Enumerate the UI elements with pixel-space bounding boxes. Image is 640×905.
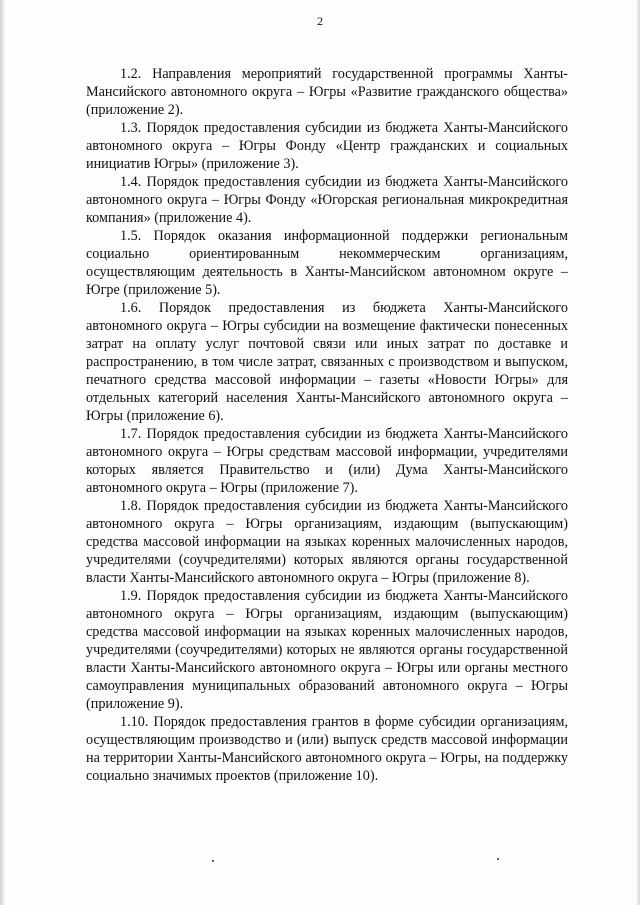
paragraph-1-8: 1.8. Порядок предоставления субсидии из бюджета Ханты-Мансийского автономного округа – Югры организациям, издающим (выпускающим) средства массовой информации на языках коренных малочисленных народов, учредителями (соучредителями) которых являются органы государственной власти Ханты-Мансийского автономного округа – Югры (приложение 8). (86, 498, 568, 586)
page-number: 2 (317, 14, 323, 28)
paragraph-1-9: 1.9. Порядок предоставления субсидии из бюджета Ханты-Мансийского автономного округа – Югры организациям, издающим (выпускающим) средства массовой информации на языках коренных малочисленных народов, учредителями (соучредителями) которых не являются органы государственной власти Ханты-Мансийского автономного округа – Югры или органы местного самоуправления муниципальных образований автономного округа – Югры (приложение 9). (86, 588, 568, 712)
scan-edge-right (636, 0, 640, 905)
paragraph-1-3: 1.3. Порядок предоставления субсидии из бюджета Ханты-Мансийского автономного округа – Югры Фонду «Центр гражданских и социальных инициатив Югры» (приложение 3). (86, 120, 568, 172)
scan-speck (497, 858, 499, 860)
paragraph-1-4: 1.4. Порядок предоставления субсидии из бюджета Ханты-Мансийского автономного округа – Югры Фонду «Югорская региональная микрокредитная компания» (приложение 4). (86, 174, 568, 226)
scan-edge-left (0, 0, 6, 905)
paragraph-1-2: 1.2. Направления мероприятий государственной программы Ханты-Мансийского автономного округа – Югры «Развитие гражданского общества» (приложение 2). (86, 66, 568, 118)
scan-speck (212, 860, 214, 862)
paragraph-1-5: 1.5. Порядок оказания информационной поддержки региональным социально ориентированным некоммерческим организациям, осуществляющим деятельность в Ханты-Мансийском автономном округе – Югре (приложение 5). (86, 228, 568, 298)
document-body (86, 65, 568, 785)
paragraph-1-10: 1.10. Порядок предоставления грантов в форме субсидии организациям, осуществляющим производство и (или) выпуск средств массовой информации на территории Ханты-Мансийского автономного округа – Югры, на поддержку социально значимых проектов (приложение 10). (86, 714, 568, 784)
paragraph-1-6: 1.6. Порядок предоставления из бюджета Ханты-Мансийского автономного округа – Югры субсидии на возмещение фактически понесенных затрат на оплату услуг почтовой связи или иных затрат по доставке и распространению, в том числе затрат, связанных с производством и выпуском, печатного средства массовой информации – газеты «Новости Югры» для отдельных категорий населения Ханты-Мансийского автономного округа – Югры (приложение 6). (86, 300, 568, 424)
paragraph-1-7: 1.7. Порядок предоставления субсидии из бюджета Ханты-Мансийского автономного округа – Югры средствам массовой информации, учредителями которых является Правительство и (или) Дума Ханты-Мансийского автономного округа – Югры (приложение 7). (86, 426, 568, 496)
